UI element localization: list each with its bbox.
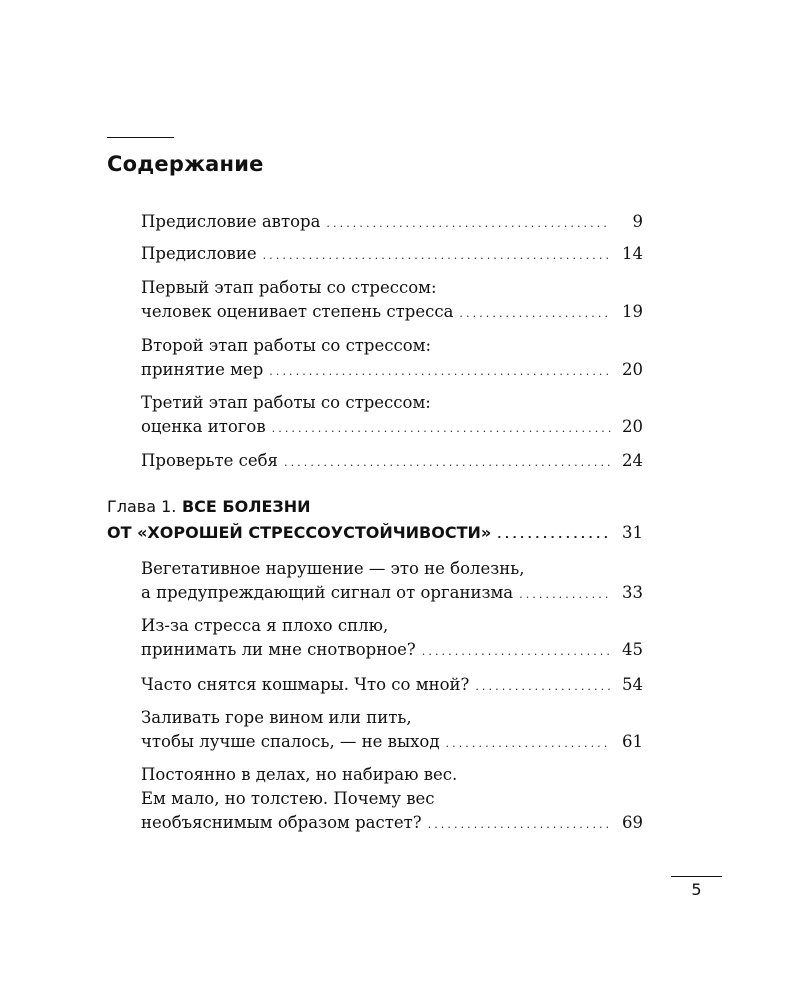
- leader-dots: [497, 520, 611, 548]
- entry-title: принятие мер: [141, 360, 264, 379]
- chapter-title-line: ВСЕ БОЛЕЗНИ: [181, 497, 311, 516]
- toc-heading: Содержание: [107, 152, 264, 176]
- leader-dots: [263, 242, 611, 268]
- entry-page: 19: [622, 302, 643, 321]
- entry-title: необъяснимым образом растет?: [141, 813, 422, 832]
- entry-title-line: Постоянно в делах, но набираю вес.: [141, 765, 458, 784]
- toc-entry[interactable]: [141, 763, 643, 837]
- entry-title-line: Первый этап работы со стрессом:: [141, 278, 437, 297]
- leader-dots: [284, 449, 611, 475]
- top-rule: [107, 137, 174, 138]
- entry-page: 20: [622, 417, 643, 436]
- entry-page: 9: [632, 212, 643, 231]
- toc-entry[interactable]: [141, 242, 643, 268]
- folio-rule: [671, 876, 722, 877]
- entry-title: Предисловие: [141, 244, 257, 263]
- entry-title-line: Третий этап работы со стрессом:: [141, 393, 431, 412]
- toc-entry[interactable]: [141, 276, 643, 326]
- entry-page: 69: [622, 813, 643, 832]
- chapter-title-line: ОТ «ХОРОШЕЙ СТРЕССОУСТОЙЧИВОСТИ»: [107, 523, 492, 542]
- entry-title: человек оценивает степень стресса: [141, 302, 454, 321]
- toc-entry[interactable]: [141, 391, 643, 441]
- page-number: 5: [691, 880, 702, 899]
- chapter-page: 31: [622, 523, 643, 542]
- entry-title-line: Заливать горе вином или пить,: [141, 708, 412, 727]
- entry-title-line: Из-за стресса я плохо сплю,: [141, 616, 389, 635]
- entry-title: Предисловие автора: [141, 212, 321, 231]
- entry-page: 33: [622, 583, 643, 602]
- toc-entry[interactable]: [141, 449, 643, 475]
- toc-entry[interactable]: [141, 210, 643, 236]
- chapter-entry[interactable]: [107, 494, 643, 548]
- entry-title: чтобы лучше спалось, — не выход: [141, 732, 440, 751]
- leader-dots: [475, 673, 611, 699]
- toc-entry[interactable]: [141, 557, 643, 607]
- entry-title-line: Вегетативное нарушение — это не болезнь,: [141, 559, 525, 578]
- entry-page: 14: [622, 244, 643, 263]
- toc-entry[interactable]: [141, 614, 643, 664]
- leader-dots: [269, 358, 611, 384]
- toc-entry[interactable]: [141, 334, 643, 384]
- entry-title: а предупреждающий сигнал от организма: [141, 583, 514, 602]
- entry-page: 45: [622, 640, 643, 659]
- entry-title: принимать ли мне снотворное?: [141, 640, 416, 659]
- leader-dots: [326, 210, 611, 236]
- toc-entry[interactable]: [141, 706, 643, 756]
- entry-title-line: Второй этап работы со стрессом:: [141, 336, 432, 355]
- leader-dots: [459, 300, 611, 326]
- entry-title: Проверьте себя: [141, 451, 278, 470]
- leader-dots: [422, 638, 611, 664]
- leader-dots: [446, 730, 611, 756]
- toc-entry[interactable]: [141, 673, 643, 699]
- entry-title-line: Ем мало, но толстею. Почему вес: [141, 789, 435, 808]
- chapter-label: Глава 1.: [107, 497, 177, 516]
- leader-dots: [519, 581, 611, 607]
- leader-dots: [272, 415, 611, 441]
- entry-page: 61: [622, 732, 643, 751]
- entry-page: 20: [622, 360, 643, 379]
- entry-page: 54: [622, 675, 643, 694]
- leader-dots: [428, 811, 611, 837]
- entry-title: оценка итогов: [141, 417, 266, 436]
- entry-title: Часто снятся кошмары. Что со мной?: [141, 675, 470, 694]
- entry-page: 24: [622, 451, 643, 470]
